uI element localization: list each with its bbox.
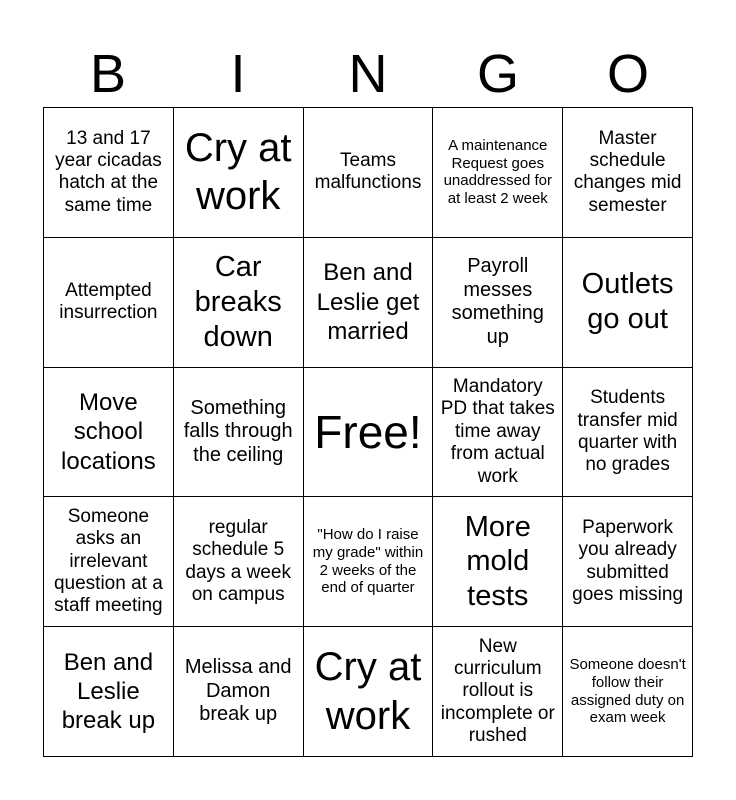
bingo-cell-r5c5[interactable]: Someone doesn't follow their assigned duty on exam week bbox=[563, 627, 693, 757]
bingo-cell-r2c5[interactable]: Outlets go out bbox=[563, 238, 693, 368]
bingo-cell-r1c3[interactable]: Teams malfunctions bbox=[304, 108, 434, 238]
bingo-cell-r4c5[interactable]: Paperwork you already submitted goes missing bbox=[563, 497, 693, 627]
bingo-cell-r5c4[interactable]: New curriculum rollout is incomplete or rushed bbox=[433, 627, 563, 757]
header-letter-b: B bbox=[89, 44, 127, 104]
bingo-cell-r3c1[interactable]: Move school locations bbox=[44, 368, 174, 498]
bingo-cell-r5c1[interactable]: Ben and Leslie break up bbox=[44, 627, 174, 757]
bingo-cell-r1c1[interactable]: 13 and 17 year cicadas hatch at the same time bbox=[44, 108, 174, 238]
bingo-cell-r1c2[interactable]: Cry at work bbox=[174, 108, 304, 238]
bingo-cell-r1c5[interactable]: Master schedule changes mid semester bbox=[563, 108, 693, 238]
bingo-cell-r5c2[interactable]: Melissa and Damon break up bbox=[174, 627, 304, 757]
bingo-cell-r3c4[interactable]: Mandatory PD that takes time away from actual work bbox=[433, 368, 563, 498]
bingo-cell-r4c4[interactable]: More mold tests bbox=[433, 497, 563, 627]
bingo-cell-r4c3[interactable]: "How do I raise my grade" within 2 weeks of the end of quarter bbox=[304, 497, 434, 627]
bingo-cell-r3c2[interactable]: Something falls through the ceiling bbox=[174, 368, 304, 498]
header-letter-o: O bbox=[606, 44, 649, 104]
bingo-cell-r5c3[interactable]: Cry at work bbox=[304, 627, 434, 757]
bingo-cell-r2c1[interactable]: Attempted insurrection bbox=[44, 238, 174, 368]
header-letter-i: I bbox=[230, 44, 246, 104]
bingo-cell-free[interactable]: Free! bbox=[304, 368, 434, 498]
bingo-cell-r2c3[interactable]: Ben and Leslie get married bbox=[304, 238, 434, 368]
bingo-cell-r2c4[interactable]: Payroll messes something up bbox=[433, 238, 563, 368]
bingo-cell-r4c1[interactable]: Someone asks an irrelevant question at a staff meeting bbox=[44, 497, 174, 627]
header-letter-g: G bbox=[476, 44, 519, 104]
header-letter-n: N bbox=[348, 44, 388, 104]
bingo-cell-r1c4[interactable]: A maintenance Request goes unaddressed for at least 2 week bbox=[433, 108, 563, 238]
bingo-grid bbox=[43, 107, 693, 757]
bingo-header bbox=[43, 40, 693, 108]
bingo-cell-r2c2[interactable]: Car breaks down bbox=[174, 238, 304, 368]
bingo-cell-r4c2[interactable]: regular schedule 5 days a week on campus bbox=[174, 497, 304, 627]
bingo-cell-r3c5[interactable]: Students transfer mid quarter with no grades bbox=[563, 368, 693, 498]
